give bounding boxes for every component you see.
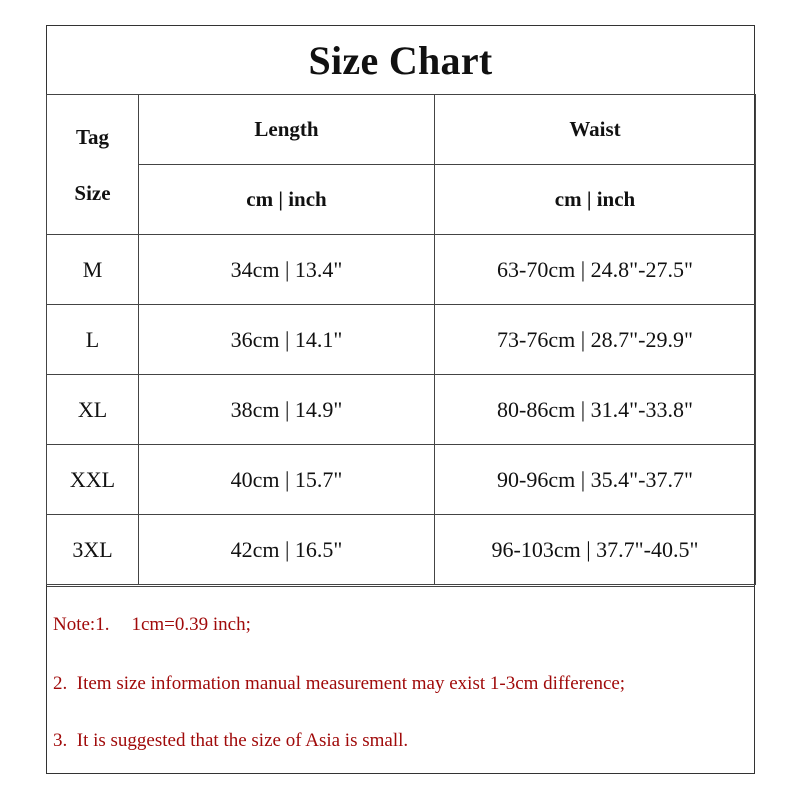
size-cell: L xyxy=(47,305,139,375)
waist-cell: 96-103cm | 37.7"-40.5" xyxy=(435,515,756,585)
length-cell: 38cm | 14.9" xyxy=(139,375,435,445)
length-unit-header: cm | inch xyxy=(139,165,435,235)
table-row xyxy=(47,515,756,585)
size-table xyxy=(46,94,756,585)
table-row xyxy=(47,305,756,375)
note-1-prefix: Note:1. xyxy=(53,614,110,635)
length-cell: 42cm | 16.5" xyxy=(139,515,435,585)
waist-cell: 90-96cm | 35.4"-37.7" xyxy=(435,445,756,515)
table-row xyxy=(47,445,756,515)
tag-size-header xyxy=(47,95,139,235)
size-cell: XXL xyxy=(47,445,139,515)
table-row xyxy=(47,235,756,305)
waist-header: Waist xyxy=(435,95,756,165)
size-cell: M xyxy=(47,235,139,305)
note-1 xyxy=(53,614,251,636)
waist-unit-header: cm | inch xyxy=(435,165,756,235)
unit-row xyxy=(47,165,756,235)
note-3: 3. It is suggested that the size of Asia is small. xyxy=(53,730,409,751)
waist-cell: 80-86cm | 31.4"-33.8" xyxy=(435,375,756,445)
length-header: Length xyxy=(139,95,435,165)
waist-cell: 63-70cm | 24.8"-27.5" xyxy=(435,235,756,305)
notes-section xyxy=(47,586,754,773)
header-row xyxy=(47,95,756,165)
size-cell: XL xyxy=(47,375,139,445)
length-cell: 40cm | 15.7" xyxy=(139,445,435,515)
tag-size-header-line1: Tag xyxy=(75,124,110,149)
note-2: 2. Item size information manual measurement may exist 1-3cm difference; xyxy=(53,673,626,694)
length-cell: 34cm | 13.4" xyxy=(139,235,435,305)
waist-cell: 73-76cm | 28.7"-29.9" xyxy=(435,305,756,375)
tag-size-header-line2: Size xyxy=(74,180,111,205)
table-row xyxy=(47,375,756,445)
size-cell: 3XL xyxy=(47,515,139,585)
chart-title: Size Chart xyxy=(308,37,493,83)
size-chart xyxy=(46,25,755,774)
note-1-text: 1cm=0.39 inch; xyxy=(131,614,251,635)
length-cell: 36cm | 14.1" xyxy=(139,305,435,375)
